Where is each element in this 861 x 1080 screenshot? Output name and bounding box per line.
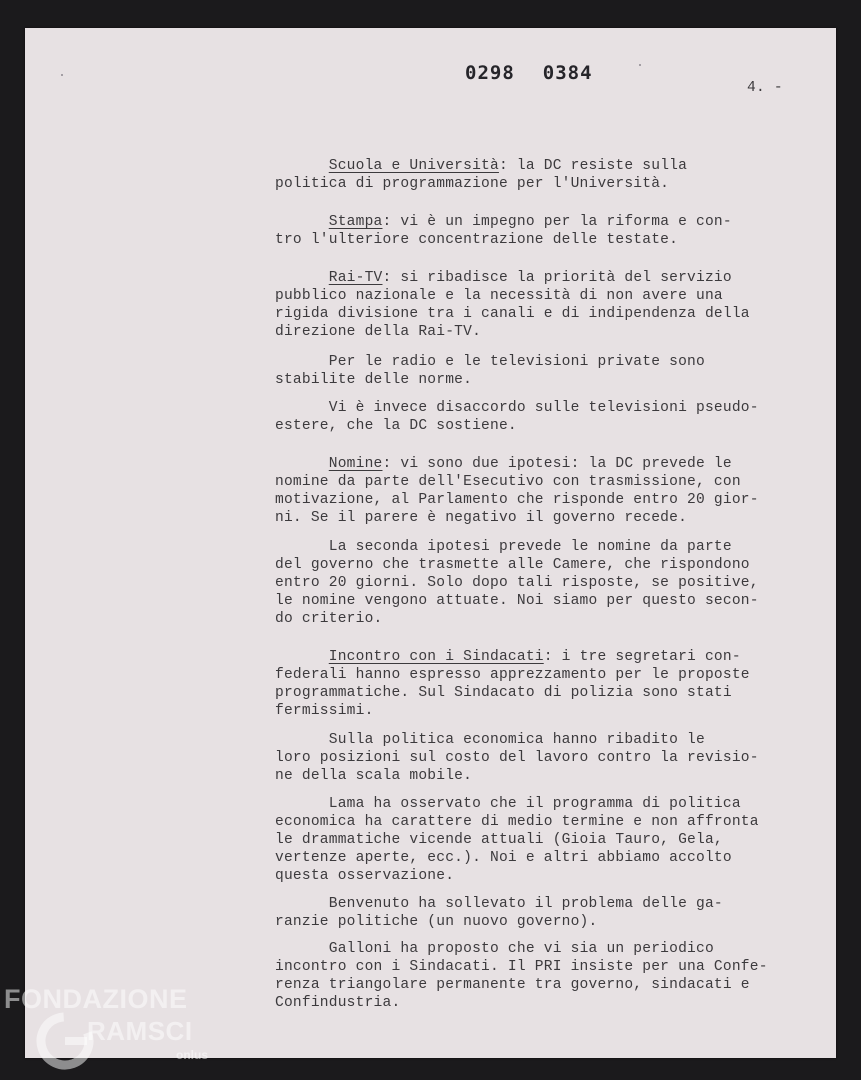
specks [639, 64, 641, 66]
text-line [275, 214, 732, 230]
line-indent [275, 456, 329, 472]
line-text: : vi sono due ipotesi: la DC prevede le [382, 456, 732, 472]
text-line [275, 288, 723, 304]
fondazione-gramsci-watermark [4, 984, 224, 1080]
line-text: incontro con i Sindacati. Il PRI insiste per una Confe- [275, 959, 768, 975]
line-text: programmatiche. Sul Sindacato di polizia sono stati [275, 685, 732, 701]
text-line [275, 593, 759, 609]
line-text: fermissimi. [275, 703, 374, 719]
line-text: direzione della Rai-TV. [275, 324, 482, 340]
text-line [275, 868, 454, 884]
text-line [275, 914, 597, 930]
line-indent [275, 941, 329, 957]
text-line [275, 959, 768, 975]
line-text: : vi è un impegno per la riforma e con- [382, 214, 732, 230]
line-text: Confindustria. [275, 995, 401, 1011]
watermark-onlus: onlus [176, 1048, 208, 1062]
line-text: questa osservazione. [275, 868, 455, 884]
section-heading: Nomine [328, 456, 383, 472]
text-line [275, 418, 517, 434]
line-text: : si ribadisce la priorità del servizio [382, 270, 732, 286]
text-line [275, 750, 759, 766]
text-line [275, 768, 472, 784]
line-indent [275, 158, 329, 174]
text-line [275, 850, 732, 866]
text-line [275, 354, 705, 370]
text-line [275, 510, 687, 526]
text-line [275, 611, 383, 627]
line-text: loro posizioni sul costo del lavoro contro la revisio- [275, 750, 759, 766]
line-text: stabilite delle norme. [275, 372, 473, 388]
line-text: Vi è invece disaccordo sulle televisioni pseudo- [328, 400, 759, 416]
text-line [275, 832, 723, 848]
text-line [275, 995, 400, 1011]
text-line [275, 667, 750, 683]
document-number [465, 62, 593, 84]
line-text: rigida divisione tra i canali e di indipendenza della [275, 306, 750, 322]
line-text: Galloni ha proposto che vi sia un periodico [328, 941, 714, 957]
line-indent [275, 400, 329, 416]
line-text: Benvenuto ha sollevato il problema delle ga- [328, 896, 723, 912]
line-indent [275, 732, 329, 748]
text-line [275, 456, 732, 472]
line-text: Per le radio e le televisioni private sono [328, 354, 705, 370]
text-line [275, 474, 741, 490]
text-line [275, 232, 678, 248]
text-line [275, 270, 732, 286]
text-line [275, 977, 750, 993]
section-heading: Scuola e Università [328, 158, 499, 174]
line-text: nomine da parte dell'Esecutivo con trasmissione, con [275, 474, 741, 490]
line-text: renza triangolare permanente tra governo, sindacati e [275, 977, 750, 993]
line-text: Lama ha osservato che il programma di politica [328, 796, 741, 812]
line-text: federali hanno espresso apprezzamento per le proposte [275, 667, 750, 683]
text-line [275, 896, 723, 912]
line-text: ne della scala mobile. [275, 768, 473, 784]
text-line [275, 557, 750, 573]
text-line [275, 492, 759, 508]
line-text: La seconda ipotesi prevede le nomine da parte [328, 539, 732, 555]
page-number: 4. - [747, 80, 783, 96]
line-indent [275, 539, 329, 555]
watermark-line2: RAMSCI [87, 1016, 193, 1046]
line-text: pubblico nazionale e la necessità di non avere una [275, 288, 723, 304]
line-text: estere, che la DC sostiene. [275, 418, 517, 434]
text-line [275, 372, 472, 388]
line-text: economica ha carattere di medio termine e non affronta [275, 814, 759, 830]
line-text: politica di programmazione per l'Università. [275, 176, 670, 192]
line-indent [275, 354, 329, 370]
line-text: le nomine vengono attuate. Noi siamo per questo secon- [275, 593, 759, 609]
line-indent [275, 214, 329, 230]
document-page [25, 28, 836, 1058]
text-line [275, 685, 732, 701]
text-line [275, 941, 714, 957]
document-number-second: 0384 [542, 62, 593, 84]
document-number-first: 0298 [465, 62, 515, 84]
line-text: ni. Se il parere è negativo il governo recede. [275, 510, 688, 526]
line-text: del governo che trasmette alle Camere, che rispondono [275, 557, 750, 573]
line-text: do criterio. [275, 611, 383, 627]
specks [61, 74, 63, 76]
line-text: le drammatiche vicende attuali (Gioia Tauro, Gela, [275, 832, 723, 848]
section-heading: Rai-TV [328, 270, 383, 286]
watermark-line1: FONDAZIONE [4, 984, 188, 1014]
text-line [275, 176, 669, 192]
section-heading: Stampa [328, 214, 383, 230]
text-line [275, 324, 481, 340]
text-line [275, 649, 741, 665]
text-line [275, 400, 759, 416]
line-text: vertenze aperte, ecc.). Noi e altri abbiamo accolto [275, 850, 732, 866]
text-line [275, 575, 759, 591]
text-line [275, 814, 759, 830]
line-text: tro l'ulteriore concentrazione delle testate. [275, 232, 679, 248]
text-line [275, 796, 741, 812]
line-text: ranzie politiche (un nuovo governo). [275, 914, 598, 930]
line-text: : i tre segretari con- [543, 649, 741, 665]
text-line [275, 158, 687, 174]
line-indent [275, 270, 329, 286]
line-text: Sulla politica economica hanno ribadito le [328, 732, 705, 748]
text-line [275, 306, 750, 322]
line-text: entro 20 giorni. Solo dopo tali risposte, se positive, [275, 575, 759, 591]
text-line [275, 703, 374, 719]
line-indent [275, 896, 329, 912]
line-text: motivazione, al Parlamento che risponde entro 20 gior- [275, 492, 759, 508]
line-indent [275, 649, 329, 665]
line-indent [275, 796, 329, 812]
line-text: : la DC resiste sulla [498, 158, 688, 174]
text-line [275, 732, 705, 748]
text-line [275, 539, 732, 555]
section-heading: Incontro con i Sindacati [328, 649, 544, 665]
